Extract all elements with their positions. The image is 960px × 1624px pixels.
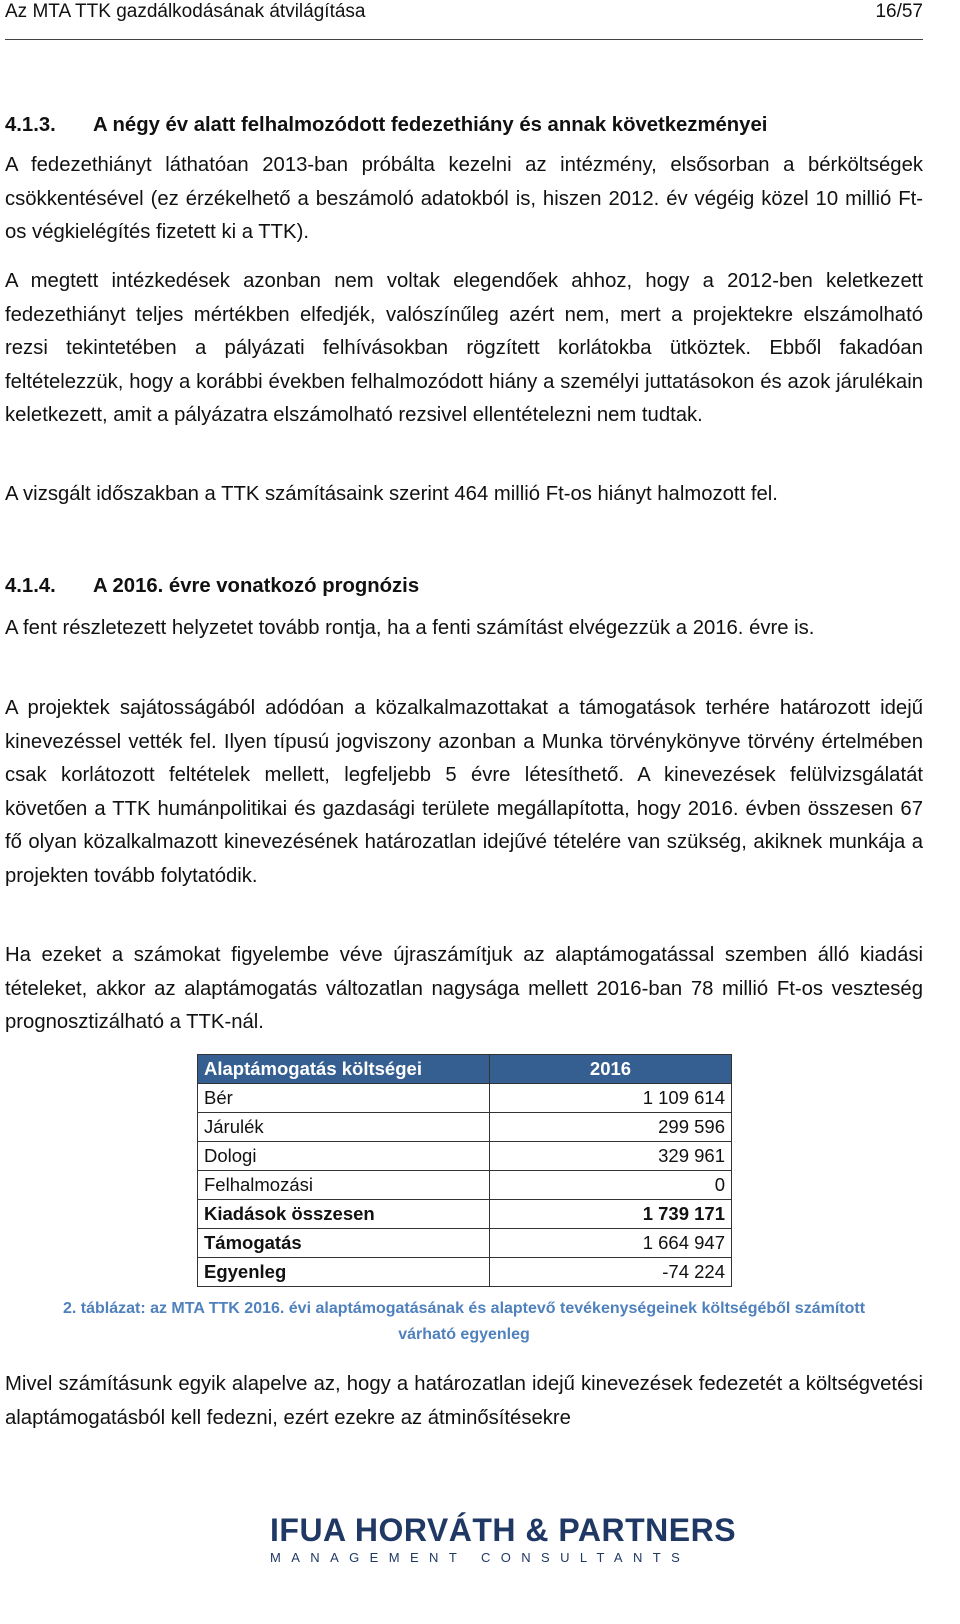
table-row [198, 1258, 732, 1287]
row-value: 0 [490, 1171, 732, 1200]
table-row-total [198, 1200, 732, 1229]
logo-brand: IFUA HORVÁTH & PARTNERS [270, 1512, 737, 1548]
row-value: 1 739 171 [490, 1200, 732, 1229]
caption-line-2: várható egyenleg [398, 1326, 530, 1343]
section-title: A 2016. évre vonatkozó prognózis [93, 575, 420, 597]
row-value: 299 596 [490, 1113, 732, 1142]
row-value: -74 224 [490, 1258, 732, 1287]
row-label: Járulék [198, 1113, 490, 1142]
table-row [198, 1084, 732, 1113]
caption-line-1: 2. táblázat: az MTA TTK 2016. évi alaptámogatásának és alaptevő tevékenységeinek költségéből számított [62, 1300, 866, 1317]
table-row [198, 1229, 732, 1258]
cost-table [197, 1054, 732, 1287]
row-label: Támogatás [198, 1229, 490, 1258]
section-title: A négy év alatt felhalmozódott fedezethiány és annak következményei [93, 114, 768, 136]
section-heading-4-1-4 [5, 575, 419, 598]
paragraph-2: A megtett intézkedések azonban nem voltak elegendőek ahhoz, hogy a 2012-ben keletkezett fedezethiányt teljes mértékben elfedjék, valószínűleg azért nem, mert a projektekre elszámolható rezsi tekintetében a pályázati felhívásokban rögzített korlátokba ütköztek. Ebből fakadóan feltételezzük, hogy a korábbi években felhalmozódott hiány a személyi juttatásokon és azok járulékain keletkezett, amit a pályázatra elszámolható rezsivel ellentételezni nem tudtak. [5, 270, 923, 427]
paragraph-1: A fedezethiányt láthatóan 2013-ban próbálta kezelni az intézmény, elsősorban a bérköltségek csökkentésével (ez érzékelhető a beszámoló adatokból is, hiszen 2012. év végéig közel 10 millió Ft-os végkielégítés fizetett ki a TTK). [5, 154, 923, 244]
document-title: Az MTA TTK gazdálkodásának átvilágítása [5, 1, 366, 22]
row-label: Kiadások összesen [198, 1200, 490, 1229]
table-row [198, 1142, 732, 1171]
table-row [198, 1171, 732, 1200]
header-label: Alaptámogatás költségei [198, 1055, 490, 1084]
row-value: 1 109 614 [490, 1084, 732, 1113]
table-caption [5, 1296, 923, 1348]
row-label: Egyenleg [198, 1258, 490, 1287]
page-number: 16/57 [875, 1, 923, 22]
row-label: Felhalmozási [198, 1171, 490, 1200]
table-row [198, 1113, 732, 1142]
row-value: 1 664 947 [490, 1229, 732, 1258]
paragraph-4: A fent részletezett helyzetet tovább rontja, ha a fenti számítást elvégezzük a 2016. évre is. [5, 617, 815, 639]
row-value: 329 961 [490, 1142, 732, 1171]
paragraph-3: A vizsgált időszakban a TTK számításaink szerint 464 millió Ft-os hiányt halmozott fel. [5, 483, 778, 505]
row-label: Bér [198, 1084, 490, 1113]
section-heading-4-1-3 [5, 114, 767, 137]
company-logo [270, 1512, 737, 1568]
paragraph-6: Ha ezeket a számokat figyelembe véve újraszámítjuk az alaptámogatással szemben álló kiadási tételeket, akkor az alaptámogatás változatlan nagysága mellett 2016-ban 78 millió Ft-os veszteség prognosztizálható a TTK-nál. [5, 944, 923, 1034]
table-header-row [198, 1055, 732, 1084]
logo-subtitle: MANAGEMENT CONSULTANTS [270, 1550, 691, 1565]
header-year: 2016 [490, 1055, 732, 1084]
row-label: Dologi [198, 1142, 490, 1171]
section-number: 4.1.4. [5, 575, 56, 597]
section-number: 4.1.3. [5, 114, 56, 136]
page-header [5, 0, 923, 40]
paragraph-5: A projektek sajátosságából adódóan a közalkalmazottakat a támogatások terhére határozott idejű kinevezéssel vették fel. Ilyen típusú jogviszony azonban a Munka törvénykönyve törvény értelmében csak korlátozott feltételek mellett, legfeljebb 5 évre létesíthető. A kinevezések felülvizsgálatát követően a TTK humánpolitikai és gazdasági területe megállapította, hogy 2016. évben összesen 67 fő olyan közalkalmazott kinevezésének határozatlan idejűvé tételére van szükség, akiknek munkája a projekten tovább folytatódik. [5, 697, 923, 887]
paragraph-7: Mivel számításunk egyik alapelve az, hogy a határozatlan idejű kinevezések fedezetét a költségvetési alaptámogatásból kell fedezni, ezért ezekre az átminősítésekre [5, 1373, 923, 1429]
